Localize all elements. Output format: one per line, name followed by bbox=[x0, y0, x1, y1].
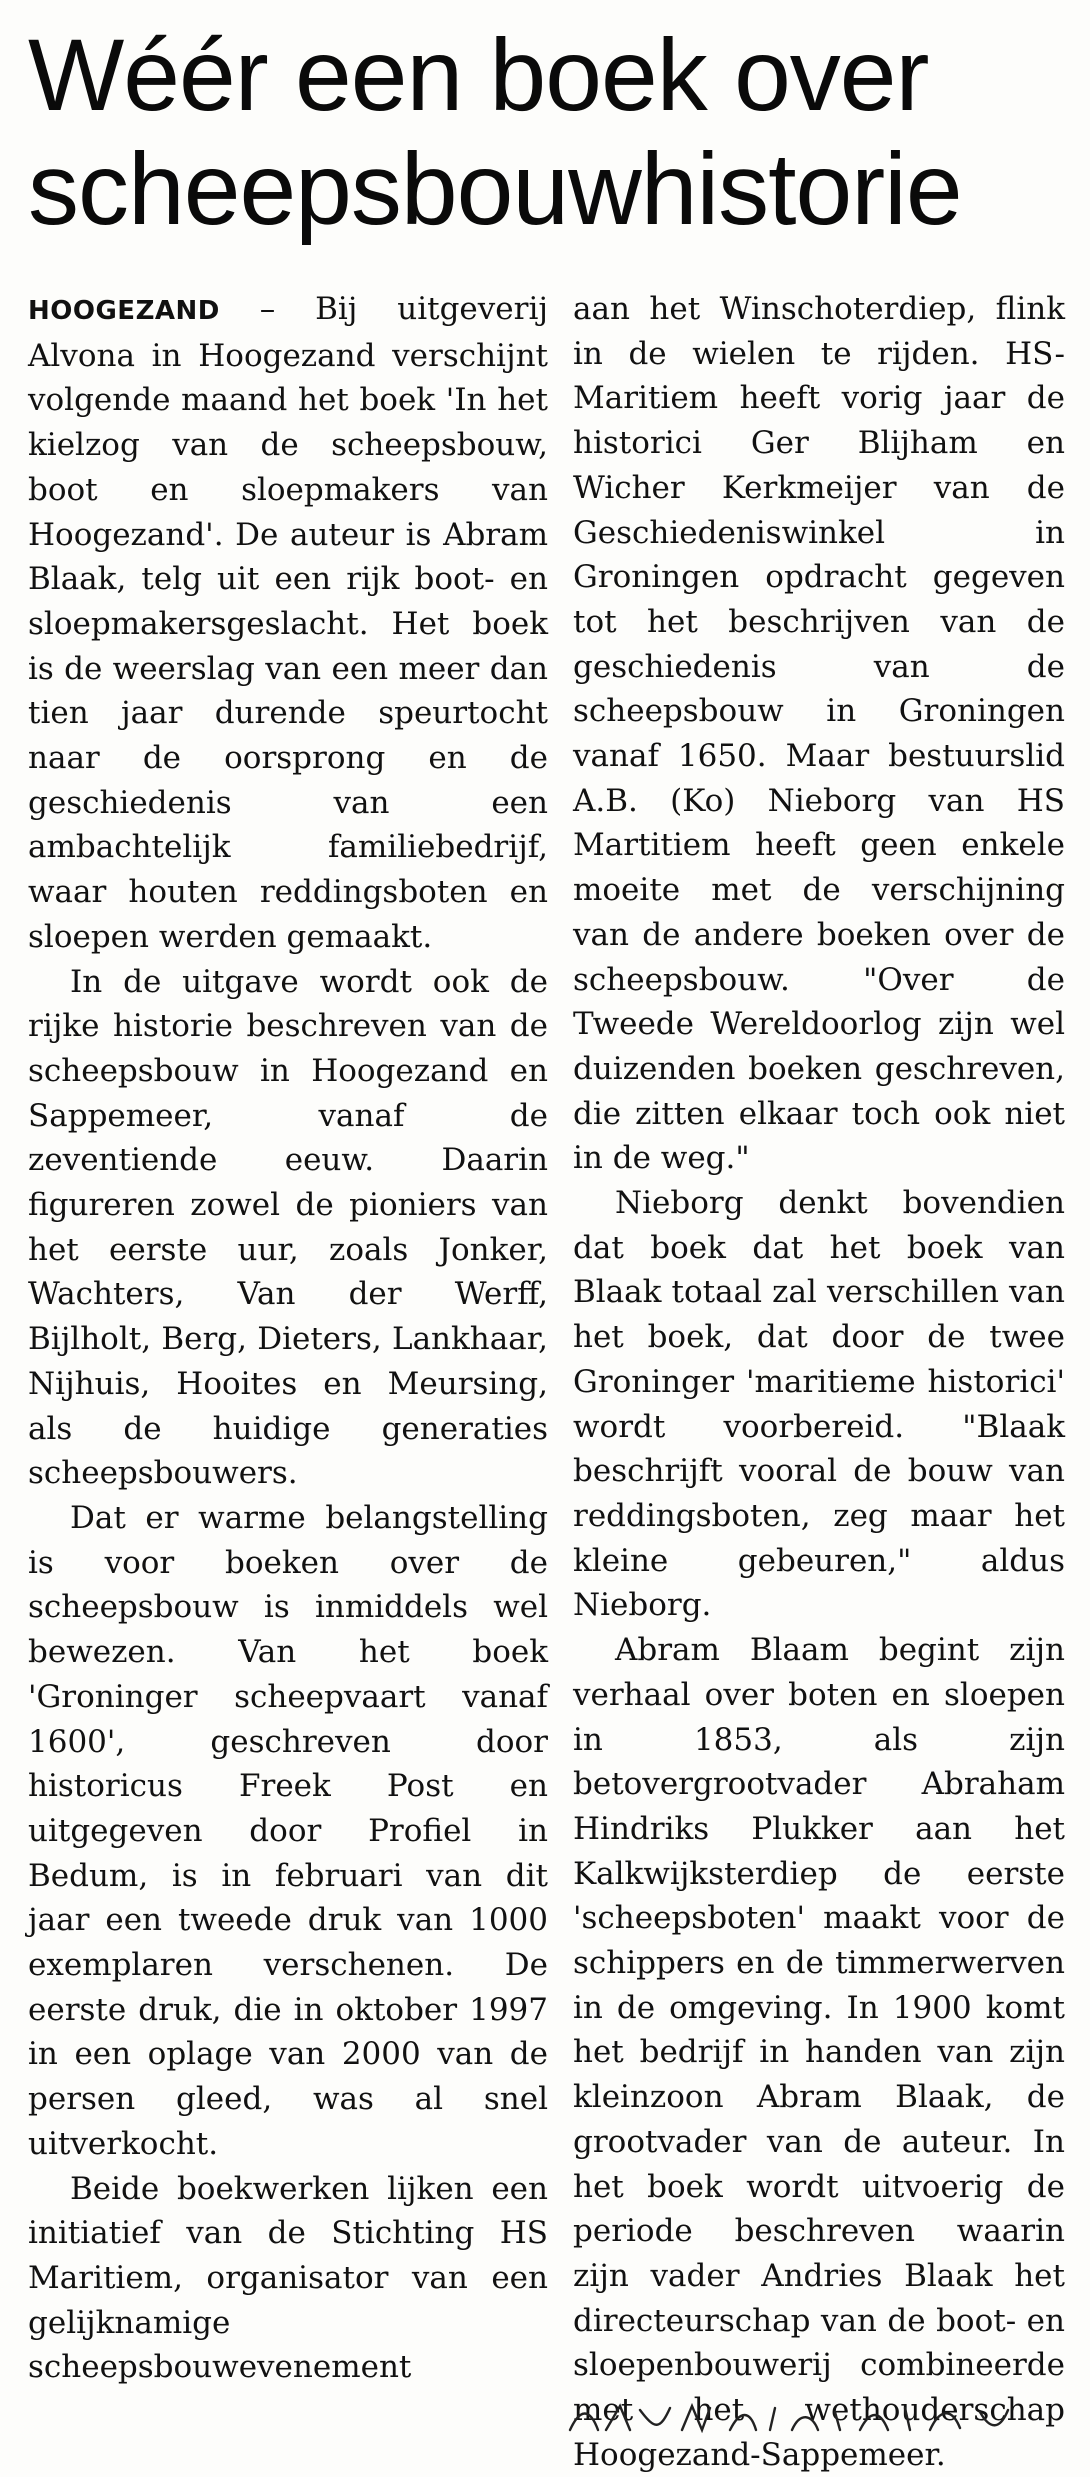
article-headline bbox=[28, 18, 1078, 246]
article-paragraph-2: In de uitgave wordt ook de rijke historie beschreven van de scheepsbouw in Hoogezand en Sappemeer, vanaf de zeventiende eeuw. Daarin figureren zowel de pioniers van het eerste uur, zoals Jonker, Wachters, Van der Werff, Bijlholt, Berg, Dieters, Lankhaar, Nijhuis, Hooites en Meursing, als de huidige generaties scheepsbouwers. bbox=[28, 963, 548, 1492]
headline-line-1: Wéér een boek over bbox=[28, 18, 929, 132]
article-paragraph-4: Beide boekwerken lijken een initiatief van de Stichting HS Maritiem, organisator van een gelijknamige scheepsbouwevenement bbox=[28, 2170, 548, 2386]
article-paragraph-5: Nieborg denkt bovendien dat boek dat het boek van Blaak totaal zal verschillen van het boek, dat door de twee Groninger 'maritieme historici' wordt voorbereid. "Blaak beschrijft vooral de bouw van reddingsboten, zeg maar het kleine gebeuren," aldus Nieborg. bbox=[573, 1185, 1065, 1624]
article-paragraph-3: Dat er warme belangstelling is voor boeken over de scheepsbouw is inmiddels wel bewezen. Van het boek 'Groninger scheepvaart vanaf 1600', geschreven door historicus Freek Post en uitgegeven door Profiel in Bedum, is in februari van dit jaar een tweede druk van 1000 exemplaren verschenen. De eerste druk, die in oktober 1997 in een oplage van 2000 van de persen gleed, was al snel uitverkocht. bbox=[28, 1499, 548, 2162]
paragraph-1-text: Bij uitgeverij Alvona in Hoogezand verschijnt volgende maand het boek 'In het kielzog van de scheepsbouw, boot en sloepmakers van Hoogezand'. De auteur is Abram Blaak, telg uit een rijk boot- en sloepmakersgeslacht. Het boek is de weerslag van een meer dan tien jaar durende speurtocht naar de oorsprong en de geschiedenis van een ambachtelijk familiebedrijf, waar houten reddingsboten en sloepen werden gemaakt. bbox=[28, 291, 548, 955]
dateline: HOOGEZAND bbox=[28, 296, 220, 326]
article-paragraph-4-continued: aan het Winschoterdiep, flink in de wielen te rijden. HS-Maritiem heeft vorig jaar de historici Ger Blijham en Wicher Kerkmeijer van de Geschiedeniswinkel in Groningen opdracht gegeven tot het beschrijven van de geschiedenis van de scheepsbouw in Groningen vanaf 1650. Maar bestuurslid A.B. (Ko) Nieborg van HS Martitiem heeft geen enkele moeite met de verschijning van de andere boeken over de scheepsbouw. "Over de Tweede Wereldoorlog zijn wel duizenden boeken geschreven, die zitten elkaar toch ook niet in de weg." bbox=[573, 291, 1065, 1177]
article-paragraph-1 bbox=[28, 287, 548, 960]
dateline-dash: – bbox=[219, 291, 316, 327]
headline-line-2: scheepsbouwhistorie bbox=[28, 132, 962, 246]
article-column-left bbox=[28, 287, 548, 2390]
article-column-right bbox=[573, 287, 1065, 2477]
handwritten-date-scribble bbox=[560, 2400, 1080, 2433]
article-paragraph-6: Abram Blaam begint zijn verhaal over boten en sloepen in 1853, als zijn betovergrootvader Abraham Hindriks Plukker aan het Kalkwijksterdiep de eerste 'scheepsboten' maakt voor de schippers en de timmerwerven in de omgeving. In 1900 komt het bedrijf in handen van zijn kleinzoon Abram Blaak, de grootvader van de auteur. In het boek wordt uitvoerig de periode beschreven waarin zijn vader Andries Blaak het directeurschap van de boot- en sloepenbouwerij combineerde met het wethouderschap Hoogezand-Sappemeer. bbox=[573, 1632, 1065, 2473]
